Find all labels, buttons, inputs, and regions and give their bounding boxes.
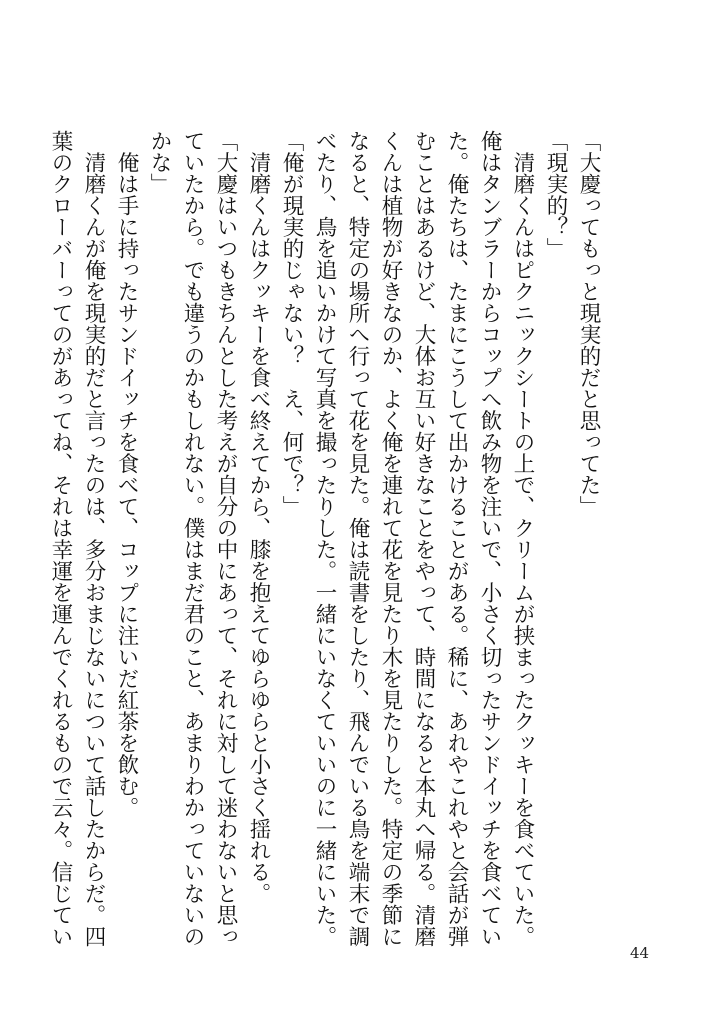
- text-line: くんは植物が好きなのか、よく俺を連れて花を見たり木を見たりした。特定の季節に: [378, 130, 403, 947]
- text-line: ていたから。でも違うのかもしれない。僕はまだ君のこと、あまりわかっていないの: [180, 130, 205, 947]
- text-line: た。俺たちは、たまにこうして出かけることがある。稀に、あれやこれやと会話が弾: [444, 130, 469, 947]
- text-line: 清磨くんはクッキーを食べ終えてから、膝を抱えてゆらゆらと小さく揺れる。: [246, 130, 271, 904]
- text-line: 清磨くんが俺を現実的だと言ったのは、多分おまじないについて話したからだ。四: [81, 130, 106, 947]
- text-line: 清磨くんはピクニックシートの上で、クリームが挟まったクッキーを食べていた。: [510, 130, 535, 947]
- text-line: 「大慶はいつもきちんとした考えが自分の中にあって、それに対して迷わないと思っ: [213, 130, 238, 947]
- page-number: 44: [630, 944, 650, 962]
- vertical-text-block: [48, 130, 605, 947]
- text-line: 「現実的？」: [543, 130, 568, 259]
- text-line: 「大慶ってもっと現実的だと思ってた」: [576, 130, 601, 517]
- text-line: 葉のクローバーってのがあってね、それは幸運を運んでくれるもので云々。信じてい: [48, 130, 73, 947]
- text-line: むことはあるけど、大体お互い好きなことをやって、時間になると本丸へ帰る。清磨: [411, 130, 436, 947]
- text-line: べたり、鳥を追いかけて写真を撮ったりした。一緒にいなくていいのに一緒にいた。: [312, 130, 337, 947]
- text-line: 俺は手に持ったサンドイッチを食べて、コップに注いだ紅茶を飲む。: [114, 130, 139, 818]
- text-line: 「俺が現実的じゃない？ え、何で？」: [279, 130, 304, 517]
- text-line: かな」: [147, 130, 172, 195]
- text-line: なると、特定の場所へ行って花を見た。俺は読書をしたり、飛んでいる鳥を端末で調: [345, 130, 370, 947]
- text-line: 俺はタンブラーからコップへ飲み物を注いで、小さく切ったサンドイッチを食べてい: [477, 130, 502, 947]
